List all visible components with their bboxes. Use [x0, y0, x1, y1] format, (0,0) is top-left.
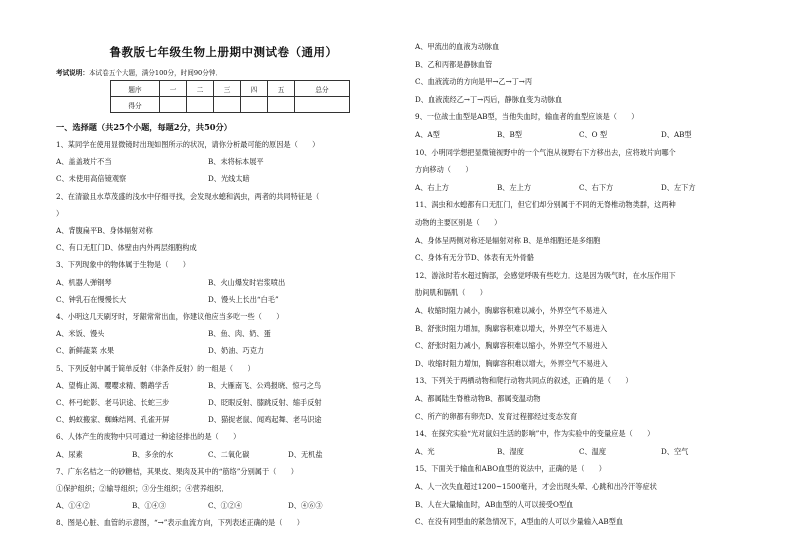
option-text: B、湿度	[497, 446, 524, 456]
score-header-cell: 题序	[111, 81, 160, 97]
option-text: D、眨眼反射、膝跳反射、缩手反射	[208, 398, 322, 407]
option-text: B、多余的水	[132, 449, 174, 459]
option-row	[56, 381, 360, 391]
question-line: C、在没有同型血的紧急情况下，A型血的人可以少量输入AB型血	[415, 517, 624, 527]
option-text: A、望梅止渴、嘤嘤求精、鹦鹉学舌	[56, 380, 170, 390]
score-cell	[268, 97, 295, 113]
option-text: D、④⑥③	[288, 501, 323, 511]
question-line: 7、广东名桔之一的砂糖桔，其果皮、果肉及其中的“筋络”分别属于（ ）	[56, 466, 298, 476]
question-line: 动物的主要区别是（ ）	[415, 218, 502, 227]
option-text: B、大雁南飞、公鸡报晓、惊弓之鸟	[208, 380, 322, 390]
exam-title: 鲁教版七年级生物上册期中测试卷（通用）	[109, 45, 338, 59]
score-cell	[160, 97, 187, 113]
option-row	[415, 447, 743, 457]
instructions-label: 考试说明：	[56, 69, 89, 77]
option-text: D、AB型	[661, 130, 692, 139]
question-line: 6、人体产生的废物中只可通过一种途径排出的是（ ）	[56, 432, 241, 442]
option-text: B、未将标本展平	[208, 157, 264, 167]
option-text: D、无机盐	[288, 449, 323, 459]
question-line: B、乙和丙都是静脉血管	[415, 59, 493, 69]
option-text: B、B型	[497, 130, 522, 139]
exam-instructions	[56, 67, 396, 77]
option-row	[56, 329, 360, 339]
question-line: 11、涡虫和水螅都有口无肛门，但它们却分别属于不同的无脊椎动物类群，这两种	[415, 200, 676, 210]
option-text: B、①④③	[132, 501, 167, 511]
option-text: A、A型	[415, 130, 440, 139]
option-row	[56, 415, 360, 425]
score-header-cell: 一	[160, 81, 187, 97]
option-text: D、馒头上长出“白毛”	[208, 294, 279, 304]
question-line: 8、图是心脏、血管的示意图，“→”表示血流方向，下列表述正确的是（ ）	[56, 518, 304, 528]
question-line: B、人在大量输血时，AB血型的人可以接受O型血	[415, 499, 574, 509]
option-text: D、空气	[661, 446, 689, 456]
option-text: C、新鲜蔬菜 水果	[56, 346, 115, 356]
score-label-cell: 得分	[111, 97, 160, 113]
option-text: C、右下方	[579, 182, 614, 192]
option-row	[415, 183, 743, 193]
score-header-cell: 五	[268, 81, 295, 97]
question-line: C、有口无肛门D、体壁由内外两层细胞构成	[56, 243, 197, 253]
option-text: C、O 型	[579, 130, 608, 139]
option-text: C、未使用高倍镜观察	[56, 174, 127, 184]
option-text: C、杯弓蛇影、老马识途、长蛇三步	[56, 398, 170, 407]
score-cell	[187, 97, 214, 113]
option-text: A、机器人弹钢琴	[56, 277, 112, 287]
question-line: 10、小明同学想把显微镜视野中的一个气泡从视野右下方移出去，应将玻片向哪个	[415, 147, 676, 157]
score-table	[110, 80, 350, 113]
option-text: D、光线太暗	[208, 174, 250, 184]
question-line: A、背腹扁平B、身体辐射对称	[56, 226, 153, 235]
option-text: A、右上方	[415, 182, 449, 192]
question-line: D、血液流经乙→丁→丙后，静脉血变为动脉血	[415, 94, 563, 104]
option-text: D、奶油、巧克力	[208, 346, 265, 356]
option-text: A、①④②	[56, 501, 90, 511]
option-row	[56, 174, 360, 184]
score-table-score-row	[111, 97, 350, 113]
question-line: C、所产的卵都有卵壳D、发育过程都经过变态发育	[415, 411, 578, 421]
question-line: 9、一位战士血型是AB型，当他失血时，输血者的血型应该是（ ）	[415, 112, 639, 122]
question-line: A、收缩时阻力减小，胸廓容积难以减小，外界空气不易进入	[415, 306, 608, 315]
question-line: 14、在探究实验“光对鼠妇生活的影响”中，作为实验中的变量应是（ ）	[415, 429, 655, 439]
score-header-cell: 四	[241, 81, 268, 97]
option-row	[56, 501, 368, 511]
question-line: 3、下列现象中的物体属于生物是（ ）	[56, 260, 190, 270]
option-text: B、鱼、肉、奶、蛋	[208, 329, 271, 339]
option-row	[415, 130, 743, 140]
option-row	[56, 278, 360, 288]
option-text: C、①②④	[208, 501, 243, 511]
question-line: 方向移动（ ）	[415, 165, 473, 175]
option-row	[56, 346, 360, 356]
option-row	[56, 450, 368, 460]
question-line: 15、下面关于输血和ABO血型的说法中，正确的是（ ）	[415, 464, 606, 474]
question-line: ①保护组织；②输导组织；③分生组织；④营养组织．	[56, 484, 229, 493]
option-text: B、火山爆发时岩浆喷出	[208, 277, 286, 287]
option-text: C、钟乳石在慢慢长大	[56, 294, 127, 304]
option-text: C、蚂蚁搬家、蜘蛛结网、孔雀开屏	[56, 415, 170, 425]
option-text: B、左上方	[497, 182, 532, 192]
score-cell	[241, 97, 268, 113]
question-line: A、都属陆生脊椎动物B、都属变温动物	[415, 394, 541, 403]
question-line: 2、在清澈且水草茂盛的浅水中仔细寻找，会发现水螅和涡虫，两者的共同特征是（	[56, 191, 320, 201]
question-line: A、身体呈两侧对称还是辐射对称 B、是单细胞还是多细胞	[415, 235, 601, 245]
score-header-cell: 总分	[295, 81, 350, 97]
option-text: A、米饭、馒头	[56, 329, 105, 339]
question-line: C、舒张时阻力减小，胸廓容积难以缩小，外界空气不易进入	[415, 341, 608, 351]
option-text: C、二氧化碳	[208, 449, 250, 459]
option-text: A、尿素	[56, 449, 83, 459]
score-table-header-row	[111, 81, 350, 97]
question-line: C、血液流动的方向是甲→乙→丁→丙	[415, 77, 533, 87]
question-line: C、身体有无分节D、体表有无外骨骼	[415, 253, 535, 263]
section-heading: 一、选择题（共25个小题，每题2分，共50分）	[56, 122, 232, 132]
option-row	[56, 398, 360, 408]
question-line: 12、游泳时若水超过胸部，会感觉呼吸有些吃力．这是因为吸气时，在水压作用下	[415, 270, 676, 280]
instructions-text: 本试卷五个大题，满分100分，时间90分钟．	[88, 69, 223, 77]
option-text: A、光	[415, 446, 435, 456]
question-line: 13、下列关于两栖动物和爬行动物共同点的叙述，正确的是（ ）	[415, 376, 633, 386]
option-text: A、盖盖玻片不当	[56, 157, 112, 167]
score-cell	[295, 97, 350, 113]
option-row	[56, 295, 360, 305]
score-header-cell: 二	[187, 81, 214, 97]
option-text: D、左下方	[661, 182, 696, 192]
question-line: 4、小明这几天刷牙时，牙龈常常出血，你建议他应当多吃一些（ ）	[56, 312, 284, 321]
question-line: 1、某同学在使用显微镜时出现如图所示的状况，请你分析最可能的原因是（ ）	[56, 140, 320, 149]
question-line: A、甲流出的血液为动脉血	[415, 42, 500, 51]
question-line: 5、下列反射中属于简单反射（非条件反射）的一组是（ ）	[56, 363, 255, 373]
option-text: D、猫捉老鼠、闻鸡起舞、老马识途	[208, 415, 322, 425]
question-line: A、人一次失血超过1200~1500毫升，才会出现头晕、心跳和出冷汗等症状	[415, 482, 657, 491]
question-line: ）	[56, 208, 64, 218]
option-row	[56, 157, 360, 167]
question-line: D、收缩时阻力增加，胸廓容积难以增大，外界空气不易进入	[415, 358, 608, 368]
score-cell	[214, 97, 241, 113]
question-line: B、舒张时阻力增加，胸廓容积难以增大，外界空气不易进入	[415, 323, 608, 333]
score-header-cell: 三	[214, 81, 241, 97]
option-text: C、温度	[579, 446, 607, 456]
question-line: 肋间肌和膈肌（ ）	[415, 288, 487, 298]
